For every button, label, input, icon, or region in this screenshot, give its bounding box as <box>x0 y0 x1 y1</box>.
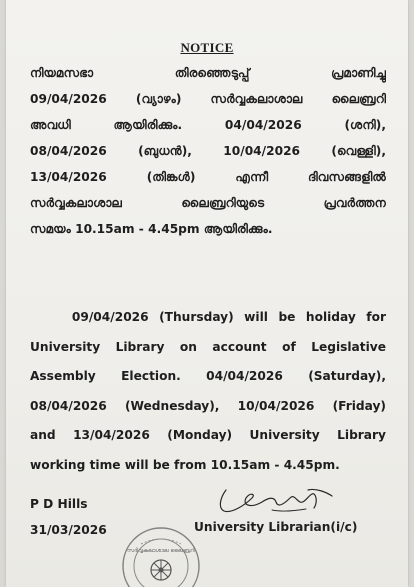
notice-paper <box>6 0 408 587</box>
malayalam-line: 08/04/2026 (ബുധൻ), 10/04/2026 (വെള്ളി), <box>30 144 386 158</box>
english-line: Assembly Election. 04/04/2026 (Saturday), <box>30 369 386 384</box>
university-seal <box>119 524 203 587</box>
malayalam-line: 13/04/2026 (തിങ്കൾ) എന്നീ ദിവസങ്ങളിൽ <box>30 170 386 184</box>
english-paragraph <box>30 303 386 481</box>
notice-title: NOTICE <box>180 40 234 55</box>
signatory-block <box>30 491 107 543</box>
malayalam-line: അവധി ആയിരിക്കും. 04/04/2026 (ശനി), <box>30 118 386 132</box>
malayalam-line: സമയം 10.15am - 4.45pm ആയിരിക്കും. <box>30 222 273 236</box>
english-line: 09/04/2026 (Thursday) will be holiday for <box>30 310 386 324</box>
malayalam-line: നിയമസഭാ തിരഞ്ഞെടുപ്പ് പ്രമാണിച്ചു <box>30 66 386 80</box>
seal-text: സർവ്വകലാശാല ലൈബ്രറി <box>127 548 195 554</box>
english-line: and 13/04/2026 (Monday) University Library <box>30 428 386 443</box>
malayalam-line: സർവ്വകലാശാല ലൈബ്രറിയുടെ പ്രവർത്തന <box>30 196 386 210</box>
malayalam-paragraph <box>30 60 386 242</box>
signatory-name: P D Hills <box>30 497 88 511</box>
notice-date: 31/03/2026 <box>30 523 107 537</box>
english-line: University Library on account of Legislative <box>30 339 386 354</box>
handwritten-signature <box>212 484 336 518</box>
malayalam-line: 09/04/2026 (വ്യാഴം) സർവ്വകലാശാല ലൈബ്രറി <box>30 92 386 106</box>
english-line: 08/04/2026 (Wednesday), 10/04/2026 (Friday) <box>30 398 386 413</box>
designation: University Librarian(i/c) <box>194 520 358 534</box>
english-line: working time will be from 10.15am - 4.45pm. <box>30 457 340 472</box>
